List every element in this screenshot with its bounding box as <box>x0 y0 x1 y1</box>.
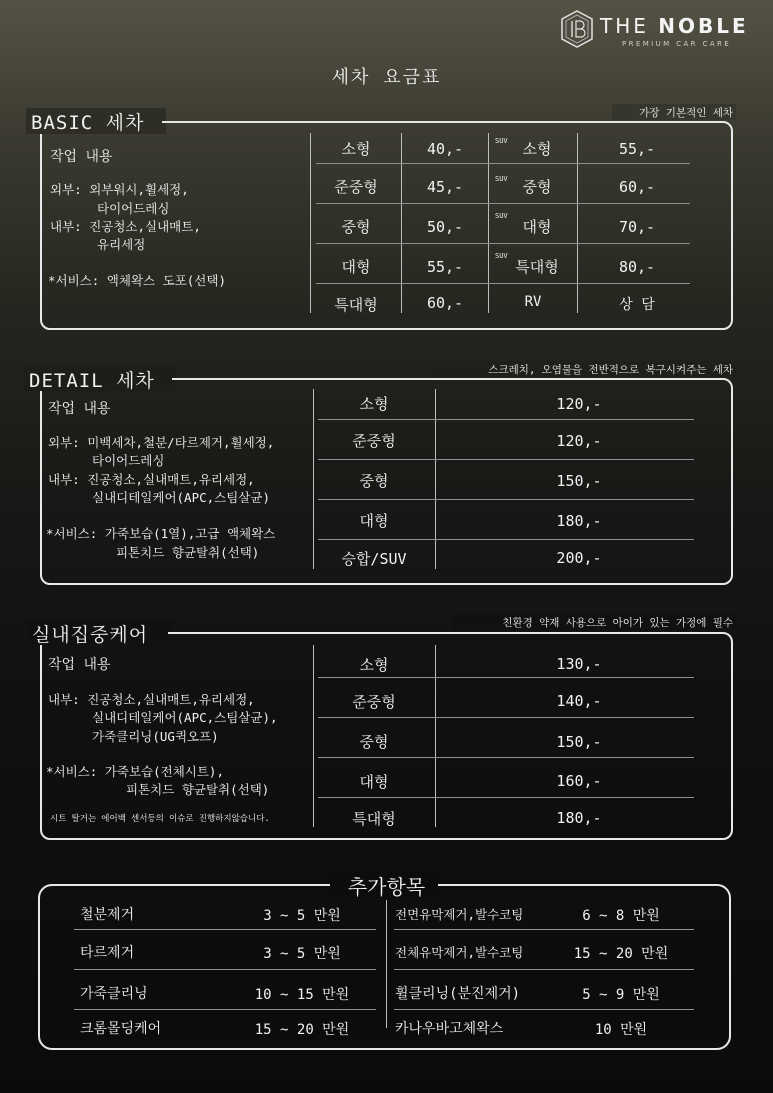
detail-tag: 스크레치, 오염물을 전반적으로 복구시켜주는 세차 <box>488 364 733 376</box>
interior-row-line-3 <box>318 757 694 758</box>
interior-service-line2: 피톤치드 향균탈취(선택) <box>126 782 270 797</box>
interior-divider-2 <box>435 645 436 827</box>
extras-row-line-5 <box>394 969 694 970</box>
interior-size: 특대형 <box>352 810 396 828</box>
interior-title: 실내집중케어 <box>32 624 149 646</box>
extras-row-line-1 <box>74 929 376 930</box>
basic-suv-size: 대형 <box>522 218 552 236</box>
basic-price: 55,- <box>426 258 464 276</box>
extras-item-price: 15 ~ 20 만원 <box>254 1022 350 1038</box>
basic-suv-size: RV <box>524 294 542 310</box>
interior-size: 준중형 <box>352 693 396 711</box>
basic-title: BASIC 세차 <box>31 112 145 134</box>
detail-row-line-1 <box>318 419 694 420</box>
basic-row-line-3 <box>316 243 690 244</box>
suv-mark: SUV <box>495 212 508 220</box>
interior-work-label: 작업 내용 <box>48 657 111 673</box>
basic-suv-size: 특대형 <box>515 258 559 276</box>
extras-item-name: 휠클리닝(분진제거) <box>395 986 521 1002</box>
interior-price: 180,- <box>556 809 602 827</box>
extras-item-name: 가죽클리닝 <box>80 986 148 1002</box>
detail-ext-line1: 외부: 미백세차,철분/타르제거,휠세정, <box>48 435 275 450</box>
detail-price: 120,- <box>556 432 602 450</box>
basic-work-label: 작업 내용 <box>50 149 113 165</box>
detail-size: 준중형 <box>352 432 396 450</box>
extras-item-price: 10 ~ 15 만원 <box>254 987 350 1003</box>
extras-item-price: 10 만원 <box>594 1022 648 1038</box>
basic-suv-price: 60,- <box>618 178 656 196</box>
suv-mark: SUV <box>495 175 508 183</box>
extras-divider <box>386 900 387 1028</box>
basic-row-line-4 <box>316 283 690 284</box>
interior-price: 130,- <box>556 655 602 673</box>
basic-divider-3 <box>488 133 489 313</box>
extras-title: 추가항목 <box>347 875 426 899</box>
extras-item-price: 3 ~ 5 만원 <box>263 946 341 962</box>
detail-row-line-2 <box>318 459 694 460</box>
detail-size: 대형 <box>359 512 389 530</box>
basic-suv-price: 상 담 <box>619 297 655 313</box>
extras-item-name: 크롬몰딩케어 <box>80 1021 162 1037</box>
detail-divider-1 <box>313 389 314 569</box>
interior-title-line <box>168 632 722 634</box>
extras-row-line-2 <box>74 969 376 970</box>
interior-price: 140,- <box>556 692 602 710</box>
detail-work-label: 작업 내용 <box>48 401 111 417</box>
basic-ext-line2: 타이어드레싱 <box>97 201 170 216</box>
extras-item-price: 6 ~ 8 만원 <box>582 908 660 924</box>
interior-row-line-2 <box>318 717 694 718</box>
basic-suv-price: 55,- <box>618 140 656 158</box>
basic-suv-size: 소형 <box>522 140 552 158</box>
brand-logo-icon <box>560 10 594 48</box>
detail-price: 150,- <box>556 472 602 490</box>
basic-divider-2 <box>401 133 402 313</box>
basic-int-line2: 유리세정 <box>97 237 146 252</box>
basic-price: 40,- <box>426 140 464 158</box>
basic-price: 45,- <box>426 178 464 196</box>
basic-size: 준중형 <box>334 178 378 196</box>
detail-title: DETAIL 세차 <box>29 370 155 392</box>
basic-service: *서비스: 액체왁스 도포(선택) <box>48 273 226 288</box>
extras-item-name: 전면유막제거,발수코팅 <box>395 907 524 922</box>
detail-service-line1: *서비스: 가죽보습(1열),고급 액체왁스 <box>46 526 276 541</box>
detail-int-line2: 실내디테일케어(APC,스팀살균) <box>92 490 270 505</box>
interior-size: 중형 <box>359 733 389 751</box>
detail-price: 120,- <box>556 395 602 413</box>
interior-tag: 친환경 약재 사용으로 아이가 있는 가정에 필수 <box>502 617 733 629</box>
detail-service-line2: 피톤치드 향균탈취(선택) <box>116 545 260 560</box>
basic-size: 소형 <box>341 140 371 158</box>
basic-size: 중형 <box>341 218 371 236</box>
interior-int-line2: 실내디테일케어(APC,스팀살균), <box>92 710 278 725</box>
brand-tagline: PREMIUM CAR CARE <box>622 40 732 48</box>
basic-size: 특대형 <box>334 296 378 314</box>
detail-size: 승합/SUV <box>341 550 407 568</box>
extras-item-name: 전체유막제거,발수코팅 <box>395 945 524 960</box>
extras-item-name: 철분제거 <box>80 907 135 923</box>
suv-mark: SUV <box>495 252 508 260</box>
extras-row-line-3 <box>74 1009 376 1010</box>
interior-row-line-4 <box>318 797 694 798</box>
basic-price: 50,- <box>426 218 464 236</box>
interior-price: 150,- <box>556 733 602 751</box>
detail-price: 200,- <box>556 549 602 567</box>
basic-row-line-2 <box>316 203 690 204</box>
basic-divider-1 <box>310 133 311 313</box>
detail-price: 180,- <box>556 512 602 530</box>
basic-size: 대형 <box>341 258 371 276</box>
basic-int-line1: 내부: 진공청소,실내매트, <box>50 219 201 234</box>
interior-service-line1: *서비스: 가죽보습(전체시트), <box>46 764 224 779</box>
interior-divider-1 <box>313 645 314 827</box>
extras-item-price: 5 ~ 9 만원 <box>582 987 660 1003</box>
interior-int-line3: 가죽클리닝(UG퀵오프) <box>92 729 219 744</box>
basic-suv-size: 중형 <box>522 178 552 196</box>
basic-price: 60,- <box>426 294 464 312</box>
detail-size: 중형 <box>359 472 389 490</box>
detail-divider-2 <box>435 389 436 569</box>
basic-row-line-1 <box>316 163 690 164</box>
basic-ext-line1: 외부: 외부워시,휠세정, <box>50 182 189 197</box>
page-title: 세차 요금표 <box>331 67 442 88</box>
extras-row-line-4 <box>394 929 694 930</box>
detail-row-line-4 <box>318 539 694 540</box>
detail-size: 소형 <box>359 395 389 413</box>
basic-suv-price: 80,- <box>618 258 656 276</box>
interior-size: 대형 <box>359 773 389 791</box>
interior-note: 시트 탈거는 에어백 센서등의 이슈로 진행하지않습니다. <box>50 814 270 824</box>
interior-int-line1: 내부: 진공청소,실내매트,유리세정, <box>48 692 255 707</box>
extras-item-price: 3 ~ 5 만원 <box>263 908 341 924</box>
extras-row-line-6 <box>394 1009 694 1010</box>
basic-title-line <box>162 121 722 123</box>
detail-int-line1: 내부: 진공청소,실내매트,유리세정, <box>48 472 255 487</box>
detail-title-line <box>172 378 722 380</box>
brand-name: THE NOBLE <box>600 14 749 38</box>
interior-row-line-1 <box>318 677 694 678</box>
extras-item-name: 타르제거 <box>80 945 135 961</box>
detail-row-line-3 <box>318 499 694 500</box>
extras-item-price: 15 ~ 20 만원 <box>573 946 669 962</box>
detail-ext-line2: 타이어드레싱 <box>92 453 165 468</box>
basic-suv-price: 70,- <box>618 218 656 236</box>
basic-tag: 가장 기본적인 세차 <box>639 107 733 119</box>
extras-item-name: 카나우바고체왁스 <box>395 1021 504 1037</box>
suv-mark: SUV <box>495 137 508 145</box>
interior-size: 소형 <box>359 656 389 674</box>
interior-price: 160,- <box>556 772 602 790</box>
basic-divider-4 <box>577 133 578 313</box>
